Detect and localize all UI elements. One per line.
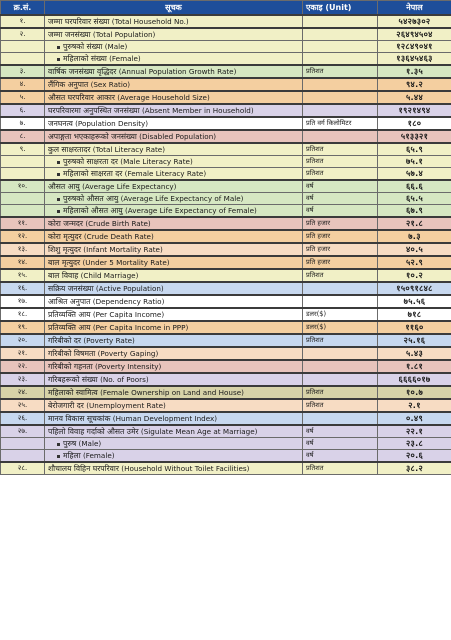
row-serial-number: [1, 168, 45, 181]
table-row: [1, 425, 451, 438]
row-serial-number: २.: [1, 28, 45, 41]
row-indicator: [45, 256, 303, 269]
row-value: १९२१४९४: [378, 104, 451, 117]
row-serial-number: [1, 438, 45, 450]
row-indicator: [45, 243, 303, 256]
table-row: [1, 256, 451, 269]
row-indicator: [45, 156, 303, 168]
row-unit: वर्ष: [303, 438, 378, 450]
row-unit: [303, 347, 378, 360]
row-indicator: [45, 360, 303, 373]
table-row: [1, 360, 451, 373]
row-value: २५.१६: [378, 334, 451, 347]
row-unit: प्रतिशत: [303, 334, 378, 347]
indicator-nepali-label: लैंगिक अनुपात: [48, 80, 89, 89]
indicator-nepali-label: गरिबहरूको संख्या: [48, 375, 98, 384]
bullet-icon: [57, 161, 60, 164]
row-serial-number: २६.: [1, 412, 45, 425]
row-serial-number: १६.: [1, 282, 45, 295]
row-value: ७.३: [378, 230, 451, 243]
table-row: [1, 180, 451, 193]
indicator-english-label: (Total Household No.): [111, 17, 189, 26]
row-serial-number: १८.: [1, 308, 45, 321]
row-serial-number: १२.: [1, 230, 45, 243]
bullet-icon: [57, 443, 60, 446]
row-serial-number: २१.: [1, 347, 45, 360]
row-indicator: [45, 205, 303, 218]
row-value: १३६४५४६३: [378, 53, 451, 66]
row-value: ०.४९: [378, 412, 451, 425]
row-unit: डलर($): [303, 308, 378, 321]
indicator-nepali-label: महिलाको औसत आयु: [63, 206, 123, 215]
row-unit: [303, 130, 378, 143]
indicator-english-label: (Household Without Toilet Facilities): [121, 464, 250, 473]
row-unit: प्रति हजार: [303, 217, 378, 230]
row-serial-number: [1, 156, 45, 168]
row-serial-number: १.: [1, 15, 45, 28]
bullet-icon: [57, 198, 60, 201]
row-serial-number: १४.: [1, 256, 45, 269]
indicator-nepali-label: कुल साक्षरतादर: [48, 145, 91, 154]
row-indicator: [45, 399, 303, 412]
indicator-nepali-label: बाल मृत्युदर: [48, 258, 81, 267]
row-unit: प्रतिशत: [303, 156, 378, 168]
row-value: १५०९१८४८: [378, 282, 451, 295]
row-serial-number: ३.: [1, 65, 45, 78]
row-value: ५४२७३०२: [378, 15, 451, 28]
row-serial-number: २०.: [1, 334, 45, 347]
indicator-english-label: (Poverty Rate): [83, 336, 135, 345]
table-row: [1, 347, 451, 360]
row-indicator: [45, 308, 303, 321]
row-indicator: [45, 347, 303, 360]
row-indicator: [45, 104, 303, 117]
bullet-icon: [57, 210, 60, 213]
row-unit: प्रतिशत: [303, 386, 378, 399]
table-row: [1, 205, 451, 218]
row-serial-number: [1, 205, 45, 218]
row-value: ३८.२: [378, 462, 451, 475]
row-value: ६७.९: [378, 205, 451, 218]
table-row: [1, 143, 451, 156]
row-unit: [303, 41, 378, 53]
indicator-nepali-label: पुरुषको संख्या: [63, 42, 103, 51]
indicator-nepali-label: कोरा मृत्युदर: [48, 232, 82, 241]
table-row: [1, 53, 451, 66]
table-row: [1, 412, 451, 425]
table-row: [1, 308, 451, 321]
indicator-english-label: (Per Capita Income): [92, 310, 165, 319]
row-indicator: [45, 28, 303, 41]
indicator-nepali-label: प्रतिव्यक्ति आय: [48, 310, 91, 319]
row-indicator: [45, 438, 303, 450]
indicator-nepali-label: प्रतिव्यक्ति आय: [48, 323, 91, 332]
indicator-english-label: (Under 5 Mortality Rate): [82, 258, 170, 267]
indicator-nepali-label: पुरुषको औसत आयु: [63, 194, 119, 203]
table-row: [1, 373, 451, 386]
row-unit: प्रति हजार: [303, 256, 378, 269]
row-unit: प्रतिशत: [303, 399, 378, 412]
indicator-nepali-label: जम्मा घरपरिवार संख्या: [48, 17, 110, 26]
indicator-nepali-label: घरपरिवारमा अनुपस्थित जनसंख्या: [48, 106, 140, 115]
indicator-nepali-label: महिलाको साक्षरता दर: [63, 169, 123, 178]
row-indicator: [45, 462, 303, 475]
bullet-icon: [57, 173, 60, 176]
bullet-icon: [57, 58, 60, 61]
indicator-nepali-label: कोरा जन्मदर: [48, 219, 84, 228]
table-row: [1, 91, 451, 104]
indicator-nepali-label: बाल विवाह: [48, 271, 79, 280]
row-indicator: [45, 450, 303, 463]
row-value: ६६.६: [378, 180, 451, 193]
row-serial-number: ८.: [1, 130, 45, 143]
table-row: [1, 65, 451, 78]
row-unit: [303, 91, 378, 104]
row-serial-number: ५.: [1, 91, 45, 104]
row-serial-number: [1, 450, 45, 463]
row-indicator: [45, 143, 303, 156]
row-value: ६५.५: [378, 193, 451, 205]
table-row: [1, 399, 451, 412]
header-nepal-value: नेपाल: [378, 1, 451, 16]
table-row: [1, 450, 451, 463]
table-row: [1, 295, 451, 308]
row-serial-number: १९.: [1, 321, 45, 334]
header-serial-number: क्र.सं.: [1, 1, 45, 16]
indicator-nepali-label: गरिबीको दर: [48, 336, 82, 345]
row-unit: [303, 373, 378, 386]
row-serial-number: १७.: [1, 295, 45, 308]
row-indicator: [45, 193, 303, 205]
row-unit: प्रतिशत: [303, 462, 378, 475]
row-unit: [303, 28, 378, 41]
table-row: [1, 230, 451, 243]
indicator-nepali-label: पुरुषको साक्षरता दर: [63, 157, 118, 166]
table-row: [1, 15, 451, 28]
row-value: ६५.९: [378, 143, 451, 156]
indicator-english-label: (Average Life Expectancy of Male): [120, 194, 244, 203]
row-value: २.१: [378, 399, 451, 412]
row-indicator: [45, 117, 303, 130]
row-value: २६४९४५०४: [378, 28, 451, 41]
indicator-english-label: (No. of Poors): [100, 375, 149, 384]
table-row: [1, 130, 451, 143]
row-indicator: [45, 65, 303, 78]
indicator-english-label: (Active Population): [95, 284, 164, 293]
indicator-english-label: (Dependency Ratio): [92, 297, 165, 306]
row-value: ५१३३२१: [378, 130, 451, 143]
table-header-row: [1, 1, 451, 16]
row-value: २३.८: [378, 438, 451, 450]
row-serial-number: ११.: [1, 217, 45, 230]
row-indicator: [45, 230, 303, 243]
row-value: ४०.५: [378, 243, 451, 256]
row-unit: वर्ष: [303, 450, 378, 463]
row-unit: डलर($): [303, 321, 378, 334]
table-row: [1, 78, 451, 91]
indicator-english-label: (Female): [82, 451, 115, 460]
row-serial-number: ६.: [1, 104, 45, 117]
table-row: [1, 41, 451, 53]
indicator-english-label: (Per Capita Income in PPP): [92, 323, 189, 332]
indicator-nepali-label: मानव विकास सूचकांक: [48, 414, 111, 423]
indicator-nepali-label: जनघनत्व: [48, 119, 73, 128]
table-row: [1, 243, 451, 256]
row-indicator: [45, 334, 303, 347]
row-unit: प्रतिशत: [303, 168, 378, 181]
row-unit: [303, 104, 378, 117]
row-serial-number: २२.: [1, 360, 45, 373]
row-indicator: [45, 91, 303, 104]
row-indicator: [45, 53, 303, 66]
row-serial-number: २५.: [1, 399, 45, 412]
row-indicator: [45, 217, 303, 230]
indicator-english-label: (Population Density): [75, 119, 149, 128]
indicator-english-label: (Female Literacy Rate): [124, 169, 207, 178]
row-unit: [303, 78, 378, 91]
row-unit: प्रतिशत: [303, 143, 378, 156]
indicator-nepali-label: गरिबीको गहनता: [48, 362, 93, 371]
row-serial-number: [1, 193, 45, 205]
row-serial-number: ७.: [1, 117, 45, 130]
indicator-english-label: (Male): [78, 439, 102, 448]
row-serial-number: ४.: [1, 78, 45, 91]
table-row: [1, 117, 451, 130]
row-serial-number: १३.: [1, 243, 45, 256]
row-serial-number: १५.: [1, 269, 45, 282]
indicator-english-label: (Average Household Size): [117, 93, 210, 102]
indicator-english-label: (Annual Population Growth Rate): [118, 67, 237, 76]
indicator-nepali-label: अपाङ्गता भएकाहरूको जनसंख्या: [48, 132, 137, 141]
indicator-nepali-label: औसत घरपरिवार आकार: [48, 93, 115, 102]
row-value: २१.८: [378, 217, 451, 230]
indicator-nepali-label: महिलाको स्वामित्व: [48, 388, 98, 397]
row-indicator: [45, 180, 303, 193]
row-serial-number: [1, 41, 45, 53]
indicator-english-label: (Absent Member in Household): [141, 106, 254, 115]
row-unit: प्रति हजार: [303, 230, 378, 243]
table-body: [1, 15, 451, 475]
indicator-nepali-label: औसत आयु: [48, 182, 80, 191]
table-row: [1, 168, 451, 181]
bullet-icon: [57, 46, 60, 49]
row-indicator: [45, 295, 303, 308]
row-unit: [303, 360, 378, 373]
indicator-english-label: (Human Development Index): [112, 414, 218, 423]
row-serial-number: १०.: [1, 180, 45, 193]
row-value: ५.४४: [378, 91, 451, 104]
row-serial-number: २८.: [1, 462, 45, 475]
indicator-english-label: (Unemployment Rate): [86, 401, 166, 410]
table-row: [1, 334, 451, 347]
indicator-english-label: (Female Ownership on Land and House): [100, 388, 244, 397]
row-serial-number: २३.: [1, 373, 45, 386]
table-row: [1, 104, 451, 117]
row-indicator: [45, 15, 303, 28]
row-value: ६६६६०१७: [378, 373, 451, 386]
indicator-nepali-label: महिला: [63, 451, 81, 460]
indicator-nepali-label: पुरुष: [63, 439, 77, 448]
indicator-english-label: (Child Marriage): [80, 271, 139, 280]
row-indicator: [45, 321, 303, 334]
indicator-english-label: (Crude Death Rate): [83, 232, 154, 241]
indicator-english-label: (Total Literacy Rate): [92, 145, 166, 154]
bullet-icon: [57, 455, 60, 458]
indicator-nepali-label: वार्षिक जनसंख्या वृद्धिदर: [48, 67, 117, 76]
row-value: १२८४९०४१: [378, 41, 451, 53]
indicator-english-label: (Male): [104, 42, 128, 51]
row-indicator: [45, 373, 303, 386]
row-serial-number: ९.: [1, 143, 45, 156]
row-indicator: [45, 269, 303, 282]
row-value: ५७.४: [378, 168, 451, 181]
indicator-english-label: (Disabled Population): [139, 132, 217, 141]
indicator-english-label: (Average Life Expectancy of Female): [124, 206, 257, 215]
row-unit: [303, 282, 378, 295]
row-unit: [303, 53, 378, 66]
row-value: ११६०: [378, 321, 451, 334]
indicator-nepali-label: पहिलो विवाह गर्दाको औसत उमेर: [48, 427, 139, 436]
indicator-nepali-label: बेरोजगारी दर: [48, 401, 84, 410]
row-indicator: [45, 282, 303, 295]
row-value: १०.२: [378, 269, 451, 282]
row-serial-number: २४.: [1, 386, 45, 399]
indicator-english-label: (Total Population): [92, 30, 156, 39]
row-value: ५२.९: [378, 256, 451, 269]
table-row: [1, 193, 451, 205]
row-value: ७१८: [378, 308, 451, 321]
table-row: [1, 438, 451, 450]
row-value: २२.१: [378, 425, 451, 438]
row-value: १८०: [378, 117, 451, 130]
row-unit: [303, 15, 378, 28]
row-value: १०.७: [378, 386, 451, 399]
indicator-english-label: (Male Literacy Rate): [120, 157, 193, 166]
indicator-nepali-label: महिलाको संख्या: [63, 54, 107, 63]
row-value: ९४.२: [378, 78, 451, 91]
row-indicator: [45, 425, 303, 438]
table-row: [1, 28, 451, 41]
indicator-nepali-label: गरिबीको विषमता: [48, 349, 96, 358]
table-row: [1, 217, 451, 230]
row-value: २०.६: [378, 450, 451, 463]
row-value: ७५.५६: [378, 295, 451, 308]
header-unit: एकाइ (Unit): [303, 1, 378, 16]
row-unit: [303, 295, 378, 308]
table-row: [1, 269, 451, 282]
row-unit: प्रति हजार: [303, 243, 378, 256]
row-value: १.८१: [378, 360, 451, 373]
indicator-english-label: (Infant Mortality Rate): [83, 245, 163, 254]
indicator-english-label: (Poverty Intensity): [94, 362, 162, 371]
row-serial-number: २७.: [1, 425, 45, 438]
table-row: [1, 462, 451, 475]
indicator-english-label: (Sigulate Mean Age at Marriage): [140, 427, 258, 436]
row-indicator: [45, 78, 303, 91]
table-row: [1, 386, 451, 399]
row-unit: प्रतिशत: [303, 269, 378, 282]
row-indicator: [45, 130, 303, 143]
row-unit: वर्ष: [303, 180, 378, 193]
indicator-nepali-label: आश्रित अनुपात: [48, 297, 91, 306]
indicator-english-label: (Poverty Gaping): [97, 349, 159, 358]
row-indicator: [45, 168, 303, 181]
indicator-nepali-label: जम्मा जनसंख्या: [48, 30, 91, 39]
indicator-english-label: (Average Life Expectancy): [82, 182, 177, 191]
row-unit: वर्ष: [303, 205, 378, 218]
indicator-english-label: (Female): [109, 54, 141, 63]
row-unit: वर्ष: [303, 193, 378, 205]
row-serial-number: [1, 53, 45, 66]
indicator-english-label: (Sex Ratio): [90, 80, 131, 89]
row-value: ५.४३: [378, 347, 451, 360]
table-row: [1, 156, 451, 168]
row-unit: प्रतिशत: [303, 65, 378, 78]
row-indicator: [45, 41, 303, 53]
row-indicator: [45, 412, 303, 425]
header-indicator: सूचक: [45, 1, 303, 16]
table-row: [1, 321, 451, 334]
row-unit: प्रति वर्ग किलोमिटर: [303, 117, 378, 130]
row-unit: वर्ष: [303, 425, 378, 438]
row-value: १.३५: [378, 65, 451, 78]
table-row: [1, 282, 451, 295]
row-unit: [303, 412, 378, 425]
row-value: ७५.१: [378, 156, 451, 168]
indicator-nepali-label: सक्रिय जनसंख्या: [48, 284, 94, 293]
indicator-nepali-label: शिशु मृत्युदर: [48, 245, 81, 254]
row-indicator: [45, 386, 303, 399]
indicator-nepali-label: शौचालय विहिन घरपरिवार: [48, 464, 119, 473]
indicator-english-label: (Crude Birth Rate): [85, 219, 151, 228]
